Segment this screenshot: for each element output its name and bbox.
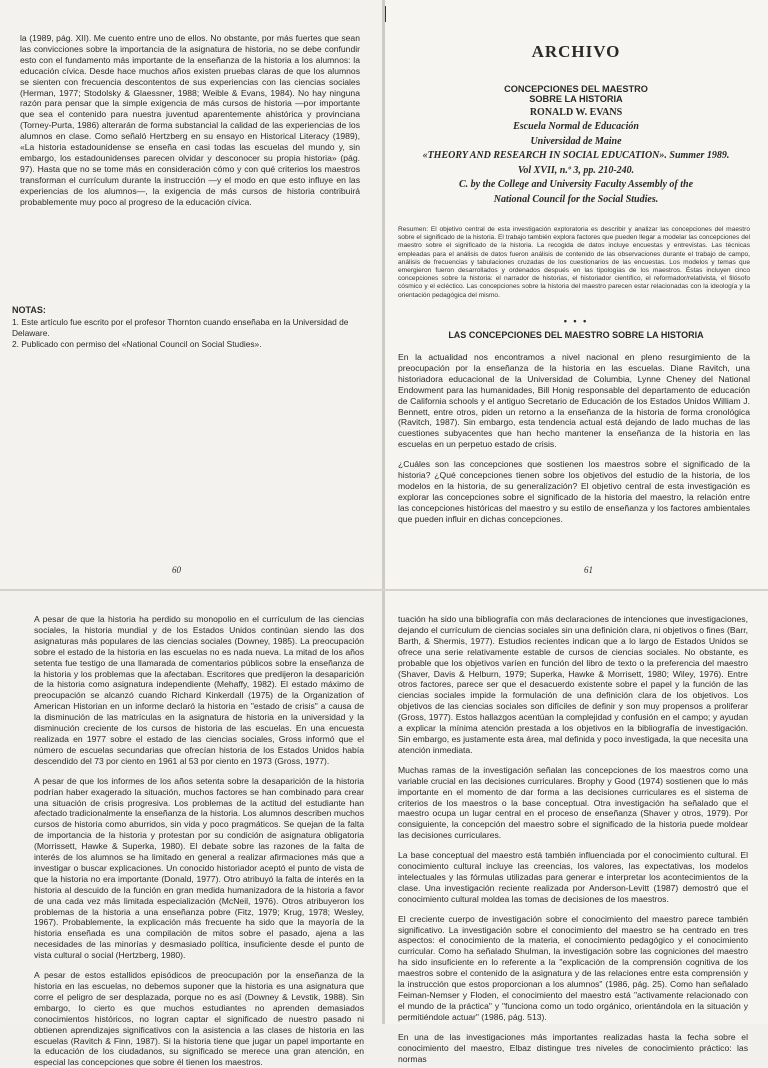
section-title: LAS CONCEPCIONES DEL MAESTRO SOBRE LA HISTORIA [448,330,704,340]
page-gutter [382,0,385,1024]
page-number: 61 [584,565,593,575]
note-2: 2. Publicado con permiso del «National Council on Social Studies». [12,339,262,349]
author: RONALD W. EVANS [529,107,623,118]
source-line-1: «THEORY AND RESEARCH IN SOCIAL EDUCATION». Summer 1989. [422,150,730,162]
paragraph: En la actualidad nos encontramos a nivel nacional en pleno resurgimiento de la preocupación por la enseñanza de la historia en las escuelas. Diane Ravitch, una historiadora educacional de la Universidad de Columbia, Lynne Cheney del National Endowment para las humanidades, Bill Honig responsable del departamento de educación de California schools y el antiguo Secretario de Educación de los Estados Unidos William J. Bennett, entre otros, piden un retorno a la enseñanza de la historia de forma cronológica (Ravitch, 1987). Sin embargo, esta tendencia actual está dejando de lado muchas de las cuestiones subyacentes que han hecho mantener la enseñanza de la historia en las escuelas en un perpetuo estado de crisis. [398,352,750,450]
paragraph: A pesar de estos estallidos episódicos de preocupación por la enseñanza de la historia en las escuelas, no debemos suponer que la historia es una asignatura que corre el peligro de ser desplazada, porque no es así (Downey & Levstik, 1988). Sin embargo, lo cierto es que muchos estudiantes no aprenden demasiados conocimientos históricos, no logran captar el significado de nuestro pasado ni obtienen aprendizajes significativos con la asistencia a las clases de historia en las escuelas (Ravitch & Finn, 1987). Si la historia tiene que jugar un papel importante en la educación de los ciudadanos, su significado se merece una gran atención, en especial las concepciones que sobre él tienen los maestros. [34,970,364,1068]
page-lower-right [384,590,768,1064]
separator: • • • [563,316,589,326]
paragraph: tuación ha sido una bibliografía con más declaraciones de intenciones que investigaciones, dejando el currículum de ciencias sociales sin una definición clara, ni objetivos o fines (Barr, Barth, & Shermis, 1977). Estudios recientes indican que a lo largo de Estados Unidos se ofrece una serie relativamente estable de cursos de ciencias sociales. No obstante, es probable que los objetivos varíen en función del libro de texto o la preferencia del maestro (Shaver, Davis & Helburn, 1979; Superka, Hawke & Morrisett, 1980; Wiley, 1976). Entre otros factores, parece ser que el desacuerdo existente sobre el papel y la función de las ciencias sociales impide la formulación de una definición clara de los objetivos. Los objetivos de las ciencias sociales son difíciles de definir y son muy propensos a proliferar (Gross, 1977). Estos hallazgos acentúan la complejidad y confusión en el campo; y ayudan a explicar la mínima atención prestada a los objetivos en la bibliografía de investigación. Sin embargo, es justamente esta área, mal definida y poco investigada, la que necesita una atención inmediata. [398,614,748,755]
page-lower-left [0,590,384,1068]
source-line-3: C. by the College and University Faculty Assembly of the [458,179,694,191]
article-header [400,84,752,206]
text-column [398,352,750,525]
section-label: ARCHIVO [531,42,621,61]
paragraph: A pesar de que los informes de los años setenta sobre la desaparición de la historia podrían haber exagerado la situación, muchos factores se han combinado para crear una situación de crisis progresiva. Los problemas de la actitud del estudiante han afectado tradicionalmente la enseñanza de la historia. Los alumnos describen muchos cursos de historia como aburridos, sin vida y poco pragmáticos. Se quejan de la falta de importancia de la historia y protestan por su condición de asignatura obligatoria (Morrissett, Hawke & Superka, 1980). El debate sobre las razones de la falta de interés de los alumnos se ha limitado en general a realizar afirmaciones más que a investigar o buscar explicaciones. Un conocido historiador aceptó el punto de vista de que la historia no era importante (Donald, 1977). Otro atribuyó la falta de interés en la historia al descuido de la función en gran medida humanizadora de la historia a favor de una cada vez más limitada especialización (McNeil, 1976). Otros atribuyeron los problemas de la historia a una enseñanza pobre (Fitz, 1979; Krug, 1978; Wesley, 1967). Probablemente, la explicación más frecuente ha sido que la mayoría de la historia enseñada es una compilación de mitos sobre el pasado, ajena a las necesidades de las minorías y desmasiado política, insuficiente desde el punto de vista cultural o social (Hertzberg, 1980). [34,775,364,961]
page-number: 60 [172,565,181,575]
page-60 [0,0,384,590]
note-1: 1. Este artículo fue escrito por el profesor Thornton cuando enseñaba en la Universidad de Delaware. [12,317,349,338]
text-column [398,614,748,1064]
notes-section [12,305,362,350]
article-title-line-1: CONCEPCIONES DEL MAESTRO [504,84,648,94]
article-title-line-2: SOBRE LA HISTORIA [529,94,623,104]
paragraph: En una de las investigaciones más importantes realizadas hasta la fecha sobre el conocimiento del maestro, Elbaz distingue tres niveles de conocimiento práctico: las normas [398,1031,748,1064]
affiliation-line-1: Escuela Normal de Educación [513,121,639,132]
affiliation-line-2: Universidad de Maine [530,135,622,147]
text-column [34,614,364,1068]
paragraph: Muchas ramas de la investigación señalan las concepciones de los maestros como una variable crucial en las decisiones curriculares. Brophy y Good (1974) sostienen que lo más importante en el momento de dar forma a las decisiones curriculares es el sistema de criterios de los maestros o la base conceptual. Otra investigación ha señalado que el maestro ocupa un lugar central en el proceso de enseñanza (Shaver y otros, 1979). Por consiguiente, la concepción del maestro sobre el significado de la historia puede moldear las decisiones curriculares. [398,764,748,841]
notes-title: NOTAS: [12,305,46,315]
paragraph: A pesar de que la historia ha perdido su monopolio en el currículum de las ciencias sociales, la historia mundial y de los Estados Unidos continúan siendo las dos asignaturas más populares de las ciencias sociales (Downey, 1985). La preocupación sobre el estado de la historia en las escuelas no es nada nueva. La mitad de los años setenta fue testigo de una llamarada de comentarios públicos sobre la enseñanza de la historia y los problemas que la afectaban. Escritores que predijeron la desaparición de la historia como asignatura independiente (Mehaffy, 1982). El estado máximo de preocupación se alcanzó cuando Richard Kinkerdall (1975) de la Organization of American Historian en un informe declaró la historia en "estado de crisis" a causa de la disminución de las matrículas en la asignatura de historia en la universidad y la disminución creciente de los cursos de historia de las escuelas. En una encuesta realizada en 1977 sobre el estado de las ciencias sociales, Gross informó que el número de escuelas secundarias que ofrecían historia de los Estados Unidos había descendido del 73 por ciento en 1961 al 53 por ciento en 1973 (Gross, 1977). [34,614,364,766]
source-line-2: Vol XVII, n.º 3, pp. 210-240. [517,164,635,176]
scan-divider [0,589,768,591]
abstract: Resumen: El objetivo central de esta investigación exploratoria es describir y analizar las concepciones del maestro sobre el significado de la historia. El trabajo también explora factores que pueden llegar a modelar las concepciones del maestro sobre el significado de la historia. La recogida de datos incluye encuestas y entrevistas. Las técnicas empleadas para el análisis de datos fueron análisis de contenido de las observaciones durante el trabajo de campo, análisis de frecuencias y tabulaciones cruzadas de los cuestionarios de las encuestas. Los modelos y temas que emergieron fueron desarrollados y ordenados después en las tipologías de los maestros. Éstas incluyen cinco concepciones sobre la historia: el narrador de historias, el historiador científico, el reformador/relativista, el filósofo cósmico y el ecléctico. Las concepciones sobre la historia del maestro parecen estar relacionadas con la ideología y la orientación pedagógica del mismo. [398,226,750,299]
text-column [20,33,360,208]
paragraph: ¿Cuáles son las concepciones que sostienen los maestros sobre el significado de la historia? ¿Qué concepciones tienen sobre los objetivos del estudio de la historia, de los modelos en la historia, de su generalización? El objetivo central de esta investigación es explorar las concepciones sobre el significado de la historia del maestro, la relación entre las concepciones históricas del maestro y su estilo de enseñanza y los factores ambientales que pueden influir en dichas concepciones. [398,459,750,524]
paragraph: la (1989, pág. XII). Me cuento entre uno de ellos. No obstante, por más fuertes que sean las convicciones sobre la importancia de la asignatura de historia, no se debe confundir esto con el fundamento más importante de la enseñanza de la historia a los alumnos: la educación cívica. Desde hace muchos años existen pruebas claras de que los alumnos se sienten con frecuencia descontentos de sus experiencias con las ciencias sociales (Herman, 1977; Stodolsky & Glaessner, 1988; Weible & Evans, 1984). No hay ninguna razón para pensar que la simple exigencia de más cursos de historia —por importante que sea el contenido para nuestra juventud aparentemente ahistórica y provinciana (Torney-Purta, 1986) alterarán de forma substancial la calidad de las experiencias de los alumnos en clase. Como señaló Hertzberg en su ensayo en Historical Literacy (1989), «La historia estadounidense se enseña en casi todas las escuelas del mundo y, sin embargo, los estadounidenses parecen olvidar y desconocer su propia historia» (pág. 97). Hasta que no se tome más en consideración cómo y con qué criterios los maestros transforman el currículum durante la instrucción —y el modo en que esto influye en las experiencias de los alumnos—, la exigencia de más cursos de historia contribuirá probablemente muy poco al progreso de la educación cívica. [20,33,360,207]
paragraph: La base conceptual del maestro está también influenciada por el conocimiento cultural. El conocimiento cultural incluye las creencias, los valores, las expectativas, los modelos intelectuales y las fórmulas utilizadas para generar e interpretar los acontecimientos de la clase. Una investigación reciente realizada por Anderson-Levitt (1987) demostró que el conocimiento cultural moldea las tomas de decisiones de los maestros. [398,850,748,904]
source-line-4: National Council for the Social Studies. [493,193,659,205]
paragraph: El creciente cuerpo de investigación sobre el conocimiento del maestro parece también significativo. La investigación sobre el conocimiento del maestro se ha centrado en tres aspectos: el conocimiento de la materia, el conocimiento pedagógico y el conocimiento curricular. Como ha señalado Shulman, la investigación sobre las cogniciones del maestro ha sido insuficiente en lo referente a la "explicación de la comprensión cognitiva de los maestros sobre el contenido de la asignatura y de las relaciones entre esta comprensión y la instrucción que estos proporcionan a los alumnos" (1986, pág. 25). Como han señalado Feiman-Nemser y Floden, el conocimiento del maestro está "activamente relacionado con el mundo de la práctica" y "funciona como un todo orgánico, orientándola en la situación y permitiéndole actuar" (1986, pág. 513). [398,913,748,1022]
